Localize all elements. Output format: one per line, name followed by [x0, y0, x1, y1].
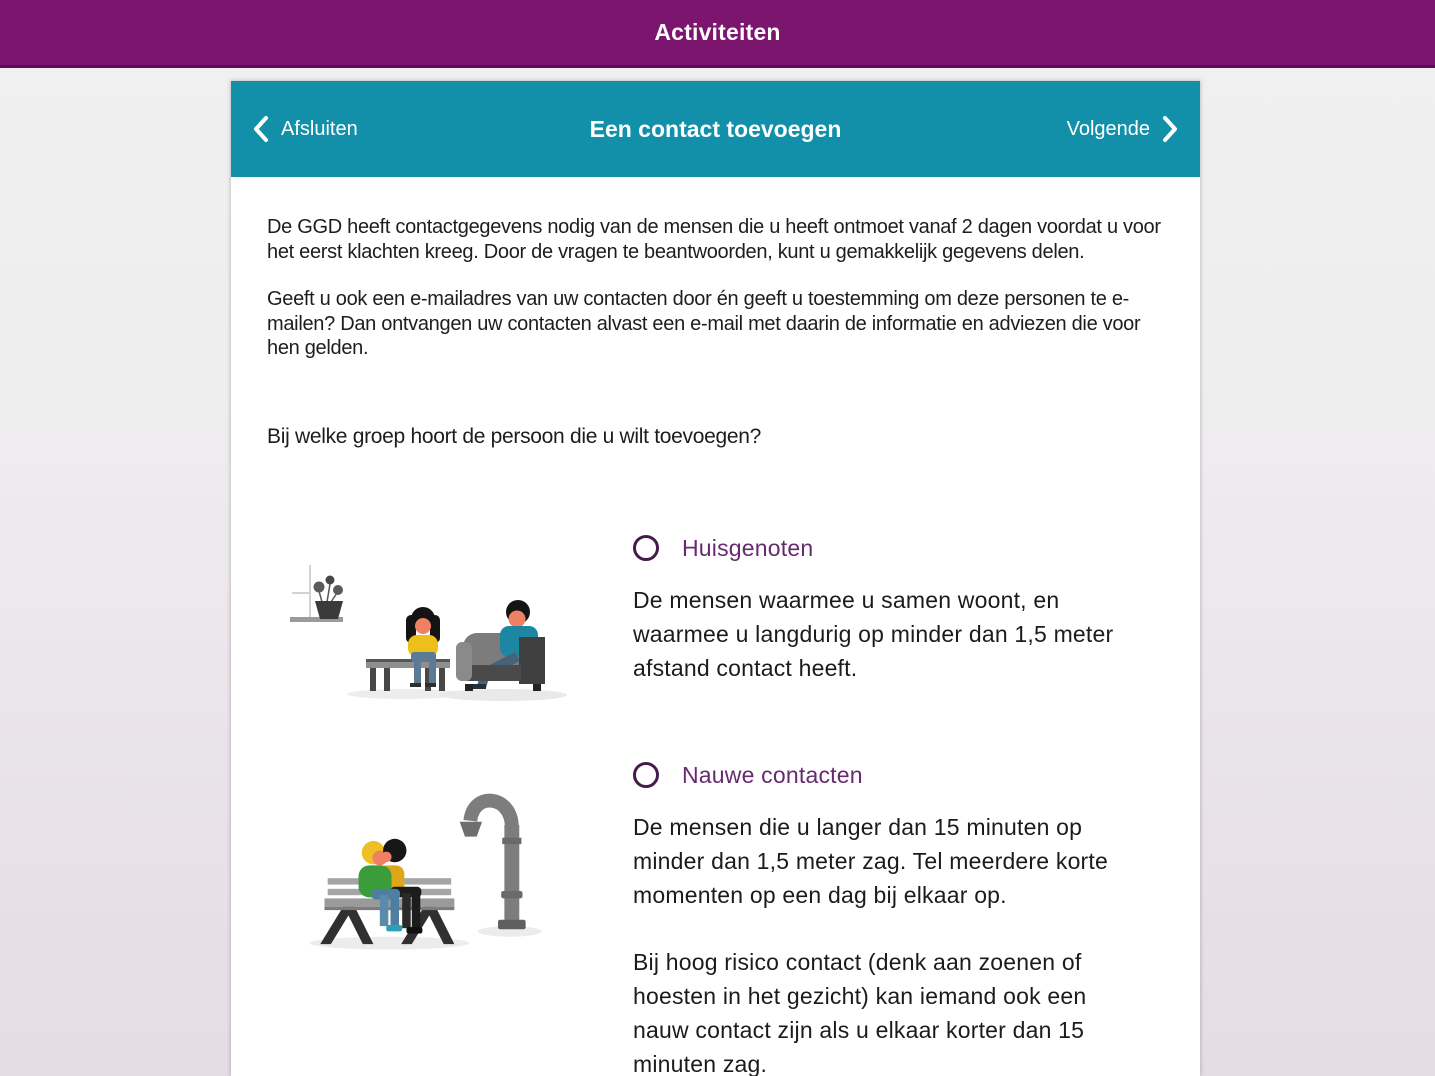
radio-circle-huisgenoten[interactable]: [633, 535, 659, 561]
park-bench-couple-illustration: [267, 776, 597, 957]
wizard-header: [231, 81, 1200, 177]
option-body-huisgenoten: [633, 535, 1133, 685]
option-description-nauwe-contacten: De mensen die u langer dan 15 minuten op minder dan 1,5 meter zag. Tel meerdere korte momenten op een dag bij elkaar op.: [633, 813, 1108, 908]
option-list: [267, 535, 1164, 1076]
close-button-label: Afsluiten: [281, 117, 358, 140]
next-button[interactable]: [1067, 115, 1178, 143]
wizard-card: [231, 81, 1200, 1076]
app-top-bar: [0, 0, 1435, 68]
chevron-left-icon: [253, 115, 269, 143]
radio-option-nauwe-contacten[interactable]: [633, 762, 1133, 789]
intro-paragraph-1: De GGD heeft contactgegevens nodig van de mensen die u heeft ontmoet vanaf 2 dagen voordat u voor het eerst klachten kreeg. Door de vragen te beantwoorden, kunt u gemakkelijk gegevens delen.: [267, 216, 1161, 263]
option-body-nauwe-contacten: [633, 762, 1133, 1076]
option-extra-nauwe-contacten: Bij hoog risico contact (denk aan zoenen of hoesten in het gezicht) kan iemand ook een nauw contact zijn als u elkaar korter dan 15 minuten zag.: [633, 948, 1087, 1076]
intro-paragraph-2: Geeft u ook een e-mailadres van uw contacten door én geeft u toestemming om deze personen te e-mailen? Dan ontvangen uw contacten alvast een e-mail met daarin de informatie en adviezen die voor hen gelden.: [267, 288, 1141, 359]
wizard-title: Een contact toevoegen: [589, 115, 842, 142]
household-living-room-illustration: [267, 549, 597, 734]
radio-circle-nauwe-contacten[interactable]: [633, 762, 659, 788]
wizard-content: [231, 177, 1200, 1076]
option-row-nauwe-contacten: [267, 762, 1164, 1076]
next-button-label: Volgende: [1066, 117, 1150, 140]
close-button[interactable]: [253, 115, 358, 143]
option-label-huisgenoten[interactable]: Huisgenoten: [682, 534, 814, 561]
option-description-huisgenoten: De mensen waarmee u samen woont, en waarmee u langdurig op minder dan 1,5 meter afstand contact heeft.: [633, 586, 1114, 681]
option-row-huisgenoten: [267, 535, 1164, 734]
radio-option-huisgenoten[interactable]: [633, 535, 1133, 562]
chevron-right-icon: [1162, 115, 1178, 143]
option-label-nauwe-contacten[interactable]: Nauwe contacten: [682, 761, 863, 788]
question-text: Bij welke groep hoort de persoon die u wilt toevoegen?: [267, 424, 761, 448]
app-title: Activiteiten: [654, 19, 781, 45]
